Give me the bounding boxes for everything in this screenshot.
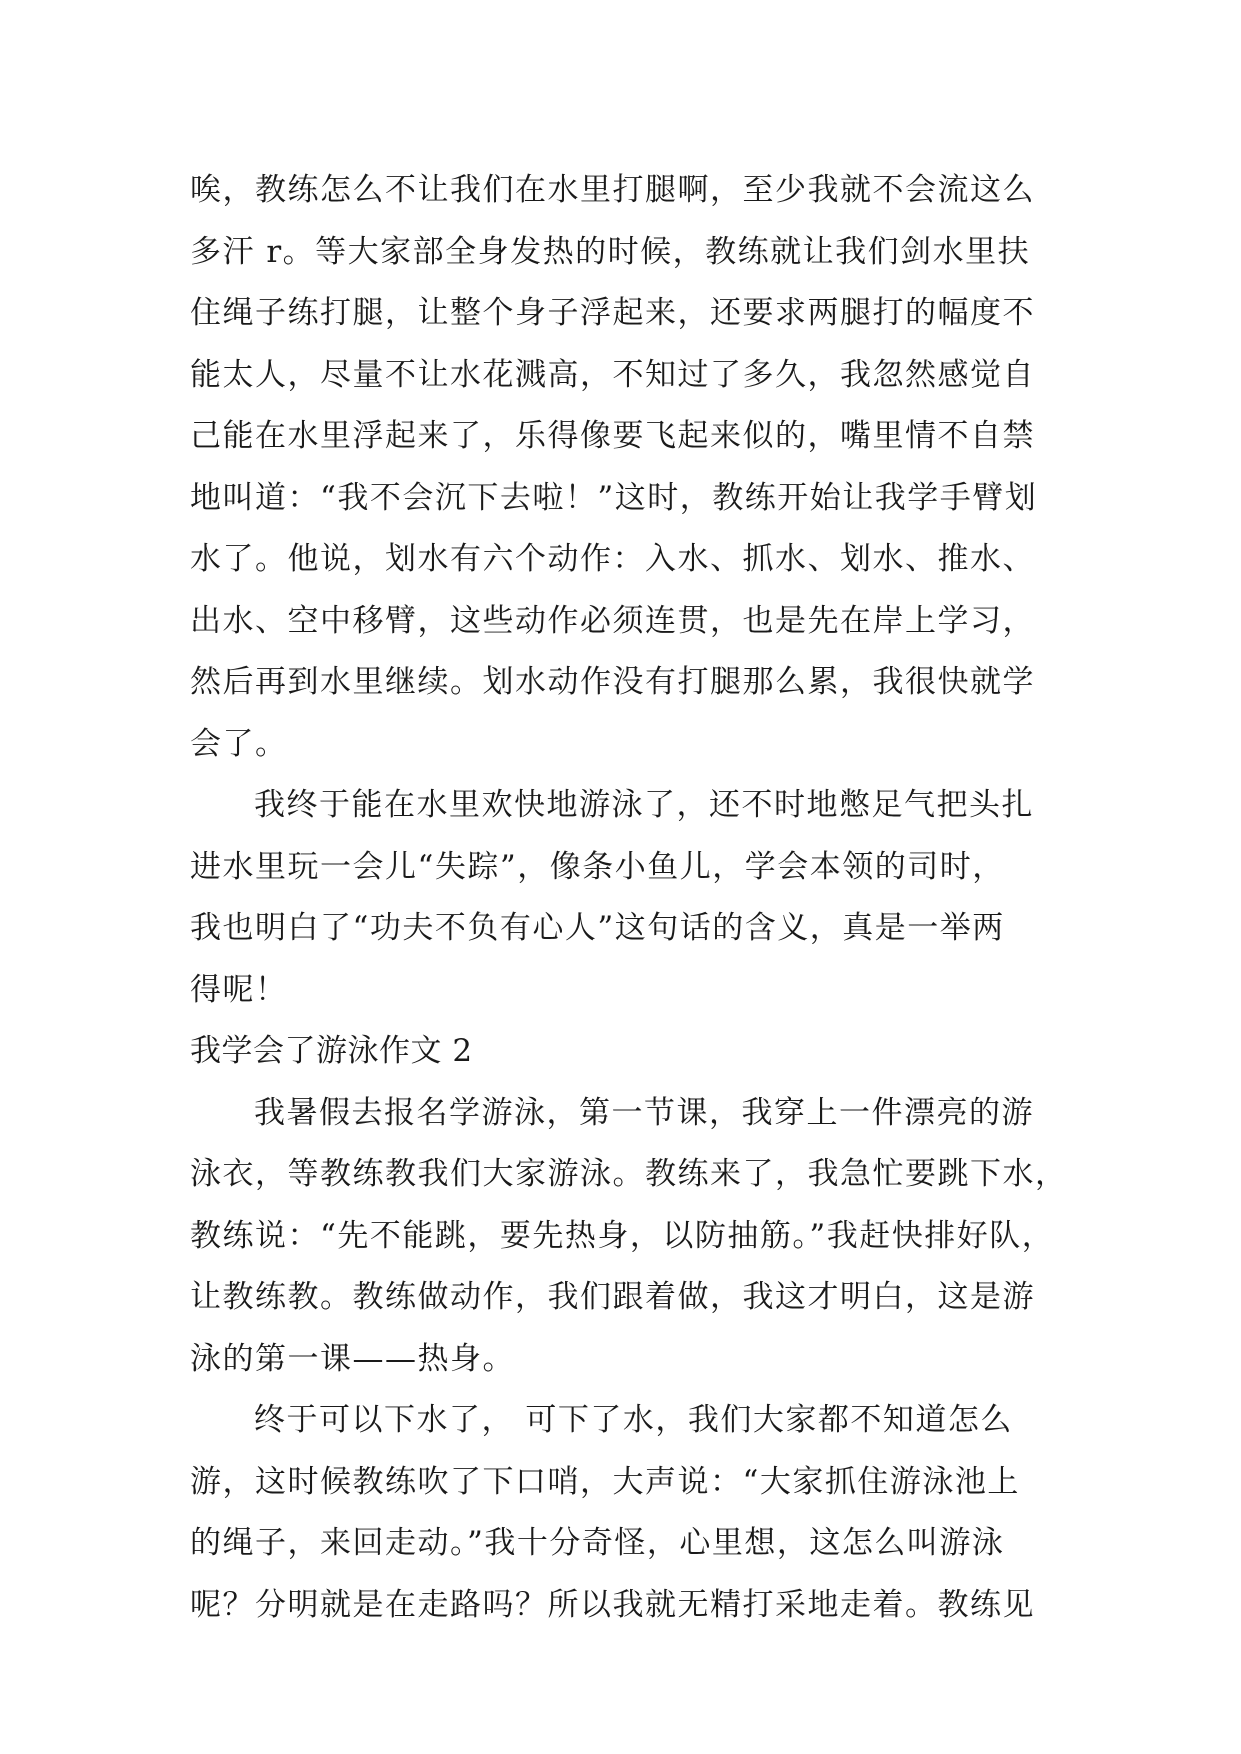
text-line: 然后再到水里继续。划水动作没有打腿那么累，我很快就学 bbox=[190, 664, 1035, 700]
paragraph-first-line: 我终于能在水里欢快地游泳了，还不时地憋足气把头扎 bbox=[254, 787, 1034, 823]
section-title: 我学会了游泳作文 2 bbox=[190, 1033, 473, 1069]
text-line: 让教练教。教练做动作，我们跟着做，我这才明白，这是游 bbox=[190, 1279, 1035, 1315]
text-line: 我也明白了“功夫不负有心人”这句话的含义，真是一举两 bbox=[190, 910, 1005, 946]
text-line: 的绳子，来回走动。”我十分奇怪，心里想，这怎么叫游泳 bbox=[190, 1525, 1005, 1561]
text-line: 游，这时候教练吹了下口哨，大声说：“大家抓住游泳池上 bbox=[190, 1463, 1020, 1500]
text-line: 能太人，尽量不让水花溅高，不知过了多久，我忽然感觉自 bbox=[190, 356, 1035, 393]
text-line: 得呢！ bbox=[190, 971, 288, 1008]
text-line: 出水、空中移臂，这些动作必须连贯，也是先在岸上学习， bbox=[190, 602, 1035, 639]
text-line: 泳衣，等教练教我们大家游泳。教练来了，我急忙要跳下水， bbox=[190, 1156, 1068, 1192]
text-line: 呢？分明就是在走路吗？所以我就无精打采地走着。教练见 bbox=[190, 1586, 1035, 1623]
text-line: 教练说：“先不能跳，要先热身，以防抽筋。”我赶快排好队， bbox=[190, 1217, 1055, 1254]
text-line: 多汗 r。等大家部全身发热的时候，教练就让我们剑水里扶 bbox=[190, 233, 1031, 270]
text-line: 会了。 bbox=[190, 725, 288, 762]
text-line: 水了。他说，划水有六个动作：入水、抓水、划水、推水、 bbox=[190, 541, 1035, 577]
paragraph-first-line: 我暑假去报名学游泳，第一节课，我穿上一件漂亮的游 bbox=[254, 1094, 1034, 1131]
document-body bbox=[190, 160, 1070, 1636]
text-line: 进水里玩一会儿“失踪”，像条小鱼儿，学会本领的司时， bbox=[190, 848, 1005, 885]
text-line: 己能在水里浮起来了，乐得像要飞起来似的，嘴里情不自禁 bbox=[190, 418, 1035, 454]
text-line: 地叫道：“我不会沉下去啦！”这时，教练开始让我学手臂划 bbox=[190, 479, 1038, 516]
text-line: 住绳子练打腿，让整个身子浮起来，还要求两腿打的幅度不 bbox=[190, 295, 1035, 331]
text-line: 唉，教练怎么不让我们在水里打腿啊，至少我就不会流这么 bbox=[190, 172, 1035, 208]
text-line: 泳的第一课——热身。 bbox=[190, 1340, 515, 1377]
paragraph-first-line: 终于可以下水了， 可下了水，我们大家都不知道怎么 bbox=[254, 1402, 1013, 1438]
